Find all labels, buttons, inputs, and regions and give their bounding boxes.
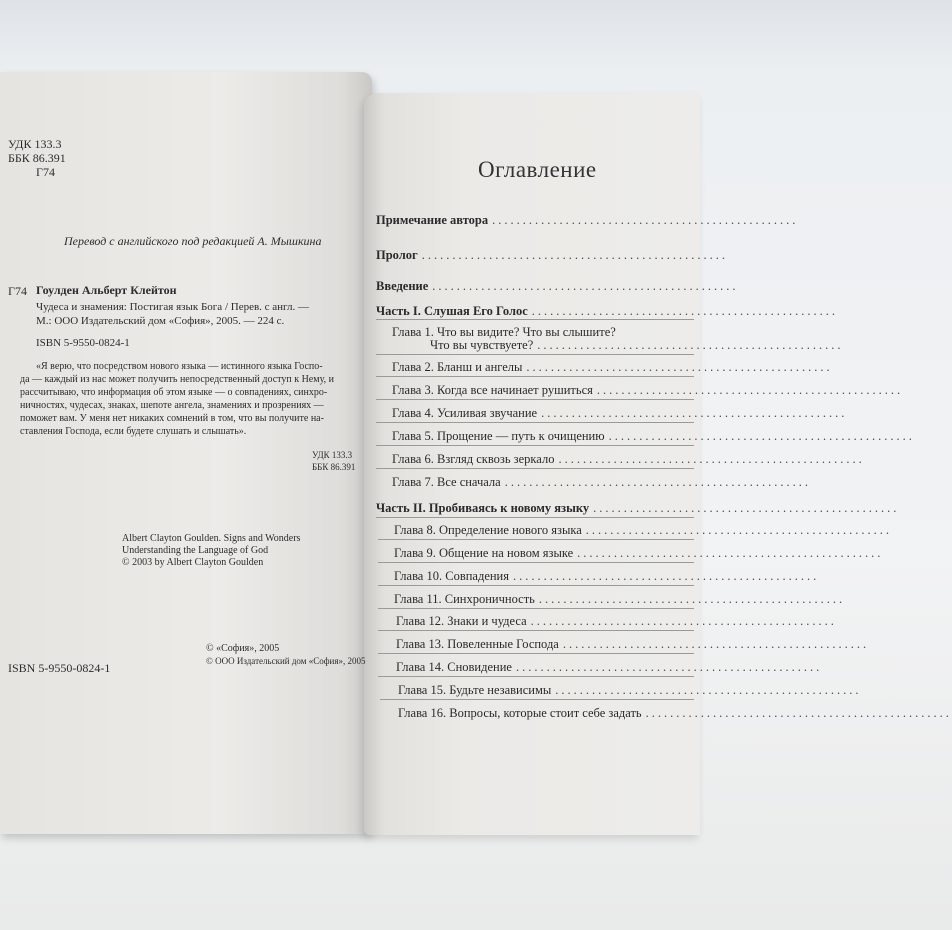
- divider: [376, 422, 694, 423]
- toc-entry: Глава 10. Совпадения ..................................................: [394, 569, 820, 583]
- toc-entry: Глава 11. Синхроничность ..................................................: [394, 592, 846, 606]
- toc-entry: Примечание автора ..................................................: [376, 213, 799, 227]
- divider: [376, 399, 694, 400]
- toc-entry-label: Глава 15. Будьте независимы: [398, 683, 552, 697]
- divider: [380, 699, 694, 700]
- toc-entry-label: Глава 1. Что вы видите? Что вы слышите?: [392, 325, 616, 339]
- toc-entry: Глава 3. Когда все начинает рушиться ..................................................: [392, 383, 904, 397]
- divider: [376, 319, 694, 320]
- toc-entry-label: Глава 16. Вопросы, которые стоит себе задать: [398, 706, 642, 720]
- toc-part-heading: Часть II. Пробиваясь к новому языку ..................................................: [376, 501, 900, 515]
- toc-entry: Глава 15. Будьте независимы ..................................................: [398, 683, 862, 697]
- toc-entry-label: Часть I. Слушая Его Голос: [376, 304, 528, 318]
- toc-entry-label: Глава 3. Когда все начинает рушиться: [392, 383, 593, 397]
- toc-entry: Глава 12. Знаки и чудеса ..................................................: [396, 614, 837, 628]
- bbk-code: ББК 86.391: [8, 151, 66, 165]
- quote-line: ставления Господа, если будете слушать и слышать».: [20, 426, 247, 437]
- toc-entry: Глава 13. Повеленные Господа ..................................................: [396, 637, 870, 651]
- toc-entry-label: Глава 10. Совпадения: [394, 569, 509, 583]
- copyright-publisher: © ООО Издательский дом «София», 2005: [206, 656, 366, 666]
- toc-entry: Глава 4. Усиливая звучание ..................................................: [392, 406, 848, 420]
- quote-line: поможет вам. У меня нет никаких сомнений в том, что вы получите на-: [20, 413, 324, 424]
- toc-entry-label: Глава 11. Синхроничность: [394, 592, 535, 606]
- toc-entry: Глава 8. Определение нового языка ..................................................: [394, 523, 893, 537]
- toc-entry: Глава 5. Прощение — путь к очищению ..................................................: [392, 429, 915, 443]
- toc-entry-label: Глава 12. Знаки и чудеса: [396, 614, 527, 628]
- toc-entry: Глава 14. Сновидение ..................................................: [396, 660, 823, 674]
- toc-entry: Что вы чувствуете? ..................................................: [430, 338, 844, 352]
- toc-entry-label: Глава 4. Усиливая звучание: [392, 406, 538, 420]
- toc-entry: Глава 6. Взгляд сквозь зеркало ..................................................: [392, 452, 865, 466]
- divider: [378, 585, 694, 586]
- toc-entry-label: Глава 7. Все сначала: [392, 475, 501, 489]
- toc-entry-label: Часть II. Пробиваясь к новому языку: [376, 501, 590, 515]
- divider: [376, 354, 694, 355]
- toc-entry-label: Глава 8. Определение нового языка: [394, 523, 582, 537]
- cutter-code: Г74: [36, 165, 55, 179]
- toc-entry: Глава 2. Бланш и ангелы ..................................................: [392, 360, 833, 374]
- toc-entry: Пролог ..................................................: [376, 248, 728, 262]
- toc-entry-label: Глава 5. Прощение — путь к очищению: [392, 429, 605, 443]
- author-cutter: Г74: [8, 284, 27, 298]
- toc-entry-label: Глава 13. Повеленные Господа: [396, 637, 559, 651]
- isbn-line: ISBN 5-9550-0824-1: [36, 337, 130, 349]
- toc-entry-label: Глава 2. Бланш и ангелы: [392, 360, 523, 374]
- divider: [378, 608, 694, 609]
- isbn-bottom: ISBN 5-9550-0824-1: [8, 661, 111, 675]
- toc-entry-label: Примечание автора: [376, 213, 489, 227]
- english-title-line: Albert Clayton Goulden. Signs and Wonders: [122, 533, 301, 544]
- divider: [376, 445, 694, 446]
- toc-entry-label: Глава 6. Взгляд сквозь зеркало: [392, 452, 555, 466]
- toc-entry-label: Введение: [376, 279, 429, 293]
- toc-entry: Введение ..................................................: [376, 279, 739, 293]
- divider: [376, 517, 694, 518]
- english-title-line: Understanding the Language of God: [122, 545, 269, 556]
- divider: [376, 376, 694, 377]
- udk-code: УДК 133.3: [8, 137, 62, 151]
- toc-entry-label: Что вы чувствуете?: [430, 338, 534, 352]
- toc-entry-label: Глава 9. Общение на новом языке: [394, 546, 574, 560]
- divider: [378, 562, 694, 563]
- quote-line: «Я верю, что посредством нового языка — истинного языка Госпо-: [36, 361, 323, 372]
- toc-entry: Глава 16. Вопросы, которые стоит себе задать ..................................................: [398, 706, 952, 720]
- book-description-line2: М.: ООО Издательский дом «София», 2005. — 224 с.: [36, 315, 285, 327]
- author-name: Гоулден Альберт Клейтон: [36, 283, 177, 297]
- divider: [378, 676, 694, 677]
- divider: [378, 653, 694, 654]
- divider: [378, 630, 694, 631]
- toc-entry: Глава 9. Общение на новом языке ..................................................: [394, 546, 884, 560]
- toc-entry-label: Глава 14. Сновидение: [396, 660, 512, 674]
- english-copyright-line: © 2003 by Albert Clayton Goulden: [122, 557, 264, 568]
- quote-line: да — каждый из нас может получить непосредственный доступ к Нему, и: [20, 374, 334, 385]
- bbk-small: ББК 86.391: [312, 462, 356, 472]
- toc-part-heading: Часть I. Слушая Его Голос ..................................................: [376, 304, 839, 318]
- translation-credit: Перевод с английского под редакцией А. Мышкина: [64, 234, 322, 248]
- quote-line: рассчитываю, что информация об этом языке — о совпадениях, синхро-: [20, 387, 328, 398]
- divider: [376, 468, 694, 469]
- toc-entry: Глава 7. Все сначала ..................................................: [392, 475, 811, 489]
- book-description-line1: Чудеса и знамения: Постигая язык Бога / Перев. с англ. —: [36, 301, 309, 313]
- toc-entry-label: Пролог: [376, 248, 418, 262]
- divider: [378, 539, 694, 540]
- page-title: Оглавление: [478, 157, 597, 182]
- udk-small: УДК 133.3: [312, 450, 353, 460]
- quote-line: ничностях, чудесах, знаках, шепоте ангела, знамениях и прозрениях —: [20, 400, 324, 411]
- copyright-sofia: © «София», 2005: [206, 643, 280, 654]
